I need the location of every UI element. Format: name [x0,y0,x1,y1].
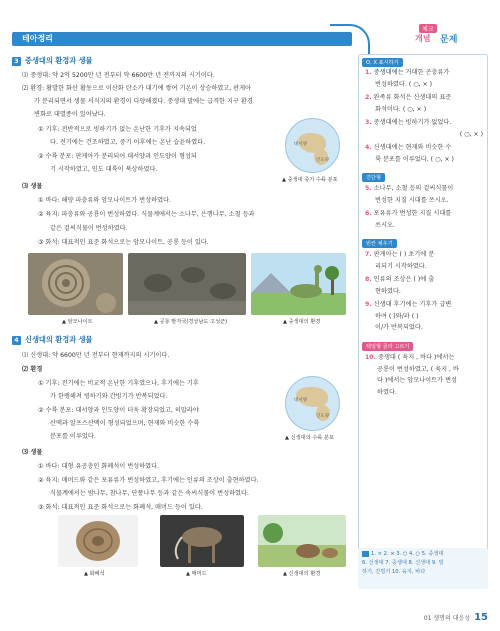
question-8: 8. 인류의 조상은 ( )에 출 현하였다. [365,276,435,295]
text-line: 변화로 대멸종이 일어났다. [34,111,106,118]
question-9: 9. 신생대 후기에는 기후가 급변 하여 ( )와/과 ( ) 이/가 반복되었다. [365,301,452,331]
photo-caption: ▲ 신생대의 환경 [283,571,321,577]
text-line: ⑵ 환경 [22,366,43,373]
photo-caption: ▲ 중생대의 환경 [283,319,321,325]
text-line: 산맥과 알프스산맥이 형성되었으며, 현재와 비슷한 수륙 [50,420,200,427]
text-line: ① 기후: 전반적으로 빙하기가 없는 온난한 기후가 지속되었 [38,126,197,133]
text-line: ② 수륙 분포: 판게아가 분리되어 대서양과 인도양이 형성되 [38,153,197,160]
nummulite-photo [58,515,138,567]
section-header-bar [12,32,352,46]
question-6: 6. 포유류가 번성한 지질 시대를 쓰시오. [365,210,452,229]
cenozoic-map-globe: 대서양 인도양 [285,376,340,431]
text-line: 가 분리되면서 생물 서식지의 환경이 다양해졌다. 중생대 말에는 급격한 지구 환경 [34,98,253,105]
text-line: 같은 겉씨식물이 번성하였다. [50,225,128,232]
map-caption: ▲ 중생대 중기 수륙 분포 [282,177,338,183]
photo-caption: ▲ 공룡 발자국(경상남도 고성군) [154,319,228,325]
text-line: ① 바다: 대형 유공충인 화폐석이 번성하였다. [38,463,160,470]
ammonite-photo [28,253,123,315]
text-line: 가 한랭해져 빙하기와 간빙기가 반복되었다. [50,393,168,400]
page-number: 15 [474,612,488,623]
check-concept-badge [385,24,475,46]
sidebar-tag-ox: O, X 표시하기 [362,58,403,67]
badge-concept: 개념 [415,34,431,43]
check-questions-sidebar [358,54,488,589]
text-line: ② 수륙 분포: 대서양과 인도양이 더욱 확장되었고, 히말라야 [38,407,199,414]
text-line: 분포를 이루었다. [50,433,96,440]
text-line: ① 바다: 해양 파충류와 암모나이트가 번성하였다. [38,197,171,204]
question-2: 2. 완족류 화석은 신생대의 표준 화석이다. ( ○, × ) [365,94,452,113]
text-line: ⑶ 생물 [22,183,43,190]
question-7: 7. 판게아는 ( ) 초기에 분 리되기 시작하였다. [365,251,435,270]
map-caption: ▲ 신생대의 수륙 분포 [285,435,335,441]
mesozoic-environment-illustration [251,253,346,315]
cenozoic-environment-illustration [258,515,346,567]
text-line: ⑶ 생물 [22,449,43,456]
sidebar-tag-choice: 택일형 골라 고르기 [362,342,413,351]
badge-top: 체크 [419,24,437,33]
section-4-title: 4 신생대의 환경과 생물 [12,334,93,346]
question-4: 4. 신생대에는 현재와 비슷한 수 륙 분포를 이루었다. ( ○, × ) [365,144,454,163]
text-line: ① 기후: 전기에는 비교적 온난한 기후였으나, 후기에는 기후 [38,380,199,387]
photo-caption: ▲ 화폐석 [84,571,105,577]
text-line: ② 육지: 파충류와 공룡이 번성하였다. 식물계에서는 소나무, 은행나무, 소철 등과 [38,211,255,218]
header-curve-decoration [330,24,370,54]
photo-caption: ▲ 암모나이트 [62,319,93,325]
mesozoic-map-globe: 대서양 인도양 [285,118,340,173]
dinosaur-footprint-photo [128,253,246,315]
badge-problem: 문제 [440,35,458,45]
text-line: ⑵ 환경: 활발한 화산 활동으로 이산화 탄소가 대기에 쌓여 기온이 상승하였고, 판게아 [22,85,252,92]
answer-icon [362,551,369,557]
mammoth-photo [160,515,244,567]
text-line: 식물계에서는 밤나무, 참나무, 단풍나무 등과 같은 속씨식물이 번성하였다. [50,490,249,497]
sidebar-tag-blank: 빈칸 채우기 [362,239,397,248]
sidebar-tag-diagnosis: 진단형 [362,173,385,182]
header-title: 테아정리 [22,34,53,43]
text-line: ⑴ 중생대: 약 2억 5200만 년 전부터 약 6600만 년 전까지의 시기이다. [22,72,215,79]
question-1: 1. 중생대에는 거대한 곤충류가 번성하였다. ( ○, × ) [365,69,450,88]
answer-key-box: 1. × 2. × 3. ○ 4. ○ 5. 중생대 6. 신생대 7. 중생대 8. 신생대 9. 빙 하기, 간빙기 10. 육지, 바다 [358,548,488,589]
section-3-title: 3 중생대의 환경과 생물 [12,55,93,67]
question-10: 10. 중생대 ( 육지 , 바다 )에서는 공룡이 번성하였고, ( 육지 , 바 다 )에서는 암모나이트가 번성 하였다. [365,354,459,396]
photo-caption: ▲ 매머드 [186,571,207,577]
text-line: 기 시작하였고, 인도 대륙이 북상하였다. [50,166,158,173]
question-5: 5. 소나무, 소철 등의 겉씨식물이 번성한 지질 시대를 쓰시오. [365,185,454,204]
page-footer: 01 생명의 대응성 15 [423,612,488,623]
text-line: 다. 전기에는 건조하였고, 중기 이후에는 온난 습윤하였다. [50,139,206,146]
text-line: ③ 화석: 대표적인 표준 화석으로는 화폐석, 매머드 등이 있다. [38,504,203,511]
text-line: ② 육지: 매머드와 같은 포유류가 번성하였고, 후기에는 인류의 조상이 출현하였다. [38,477,259,484]
text-line: ③ 화석: 대표적인 표준 화석으로는 암모나이트, 공룡 등이 있다. [38,239,209,246]
question-3: 3. 중생대에는 빙하기가 없었다. ( ○, × ) [365,119,483,138]
text-line: ⑴ 신생대: 약 6600만 년 전부터 현재까지의 시기이다. [22,352,170,359]
